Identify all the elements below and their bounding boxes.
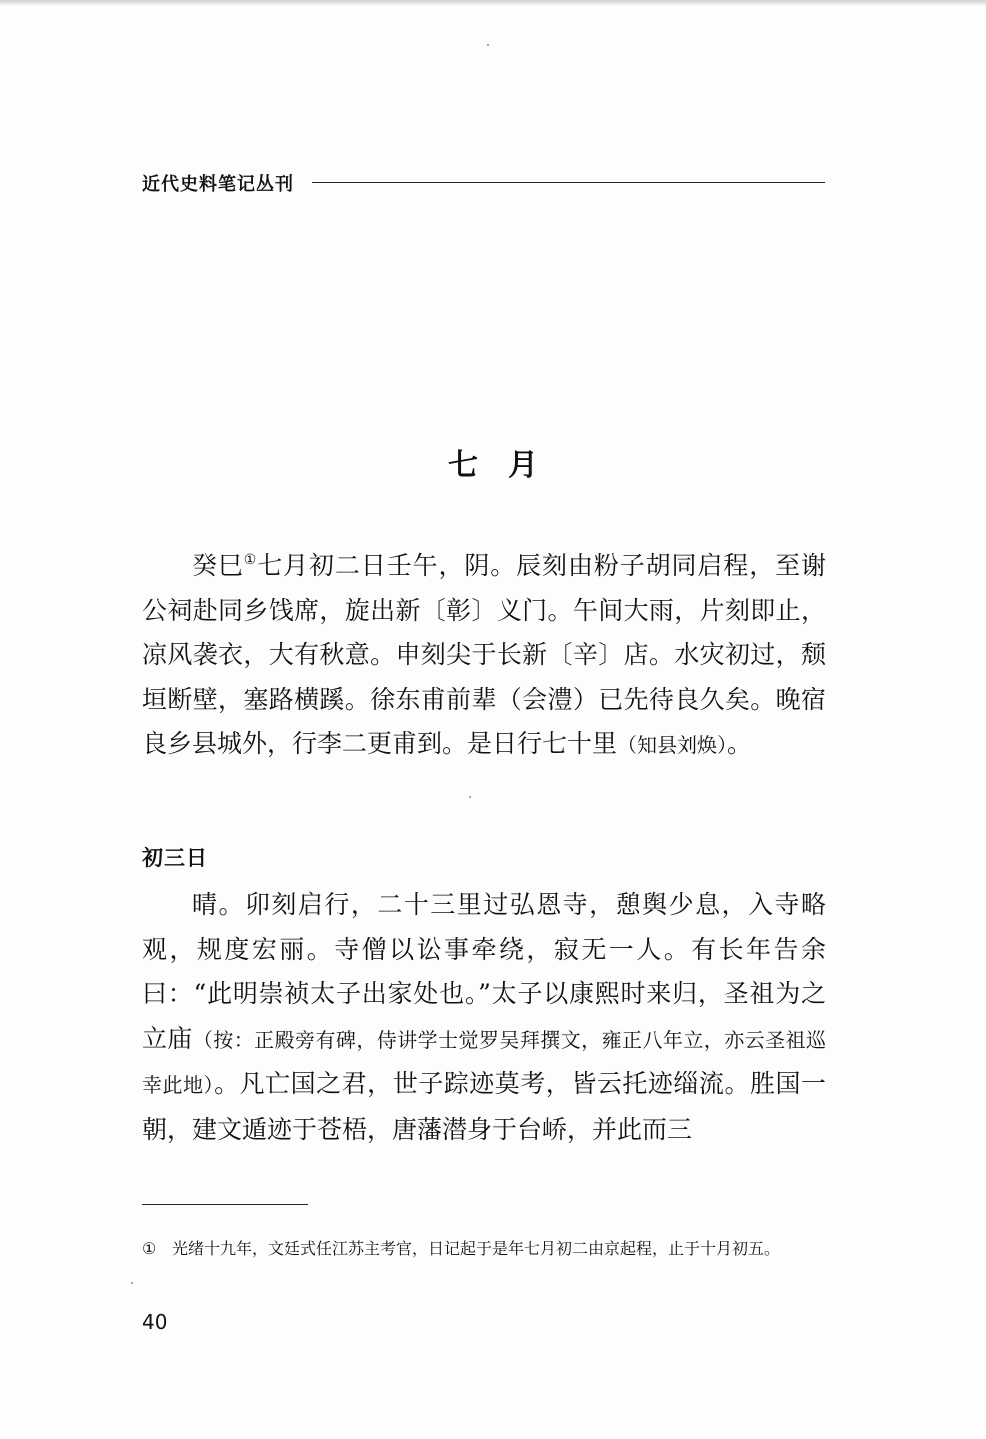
entry-1-paragraph (142, 538, 826, 768)
entry-2-annotation: （按：正殿旁有碑，侍讲学士觉罗吴拜撰文，雍正八年立，亦云圣祖巡幸此地） (142, 1027, 826, 1098)
footnote-rule (142, 1204, 308, 1205)
footnote (142, 1235, 826, 1263)
header-rule (312, 182, 825, 183)
entry-2-paragraph (142, 883, 826, 1153)
entry-2-date-heading: 初三日 (142, 846, 208, 870)
footnote-reference: ① (243, 552, 258, 568)
entry-1-text-mid: 已先待良久矣。晚宿良乡县城外，行李二更甫到。是日行七十里 (142, 684, 826, 759)
entry-1-text-end: 。 (727, 729, 753, 759)
footnote-mark: ① (142, 1239, 157, 1258)
scan-speck (487, 44, 489, 46)
entry-2-text-a: 晴。卯刻启行，二十三里过弘恩寺，憩舆少息，入寺略观，规度宏丽。寺僧以讼事牵绕，寂无一人。有长年告余曰：“此明崇祯太子出家处也。”太子以康熙时来归，圣祖为之立庙 (142, 890, 826, 1053)
entry-2-text-b: 。凡亡国之君，世子踪迹莫考，皆云托迹缁流。胜国一朝，建文遁迹于苍梧，唐藩潜身于台峤，并此而三 (142, 1069, 826, 1144)
scan-speck (131, 1282, 133, 1284)
entry-1-text-start: 癸巳 (192, 551, 244, 580)
diary-entry-1 (142, 538, 826, 768)
chapter-title: 七月 (448, 448, 568, 483)
footnote-text: 光绪十九年，文廷式任江苏主考官，日记起于是年七月初二由京起程，止于十月初五。 (172, 1239, 781, 1258)
page-number: 40 (142, 1310, 168, 1334)
running-head: 近代史料笔记丛刊 (142, 174, 294, 195)
scan-edge-shadow (0, 0, 986, 6)
entry-1-text-main: 七月初二日壬午，阴。辰刻由粉子胡同启程，至谢公祠赴同乡饯席，旋出新〔彰〕义门。午间大雨，片刻即止，凉风袭衣，大有秋意。申刻尖于长新〔辛〕店。水灾初过，颓垣断壁，塞路横蹊。徐东甫前辈 (142, 551, 826, 714)
entry-1-annotation-2: （知县刘焕） (617, 733, 728, 758)
entry-1-annotation-1: （会澧） (496, 684, 599, 714)
diary-entry-2 (142, 883, 826, 1153)
scan-speck (469, 796, 471, 798)
